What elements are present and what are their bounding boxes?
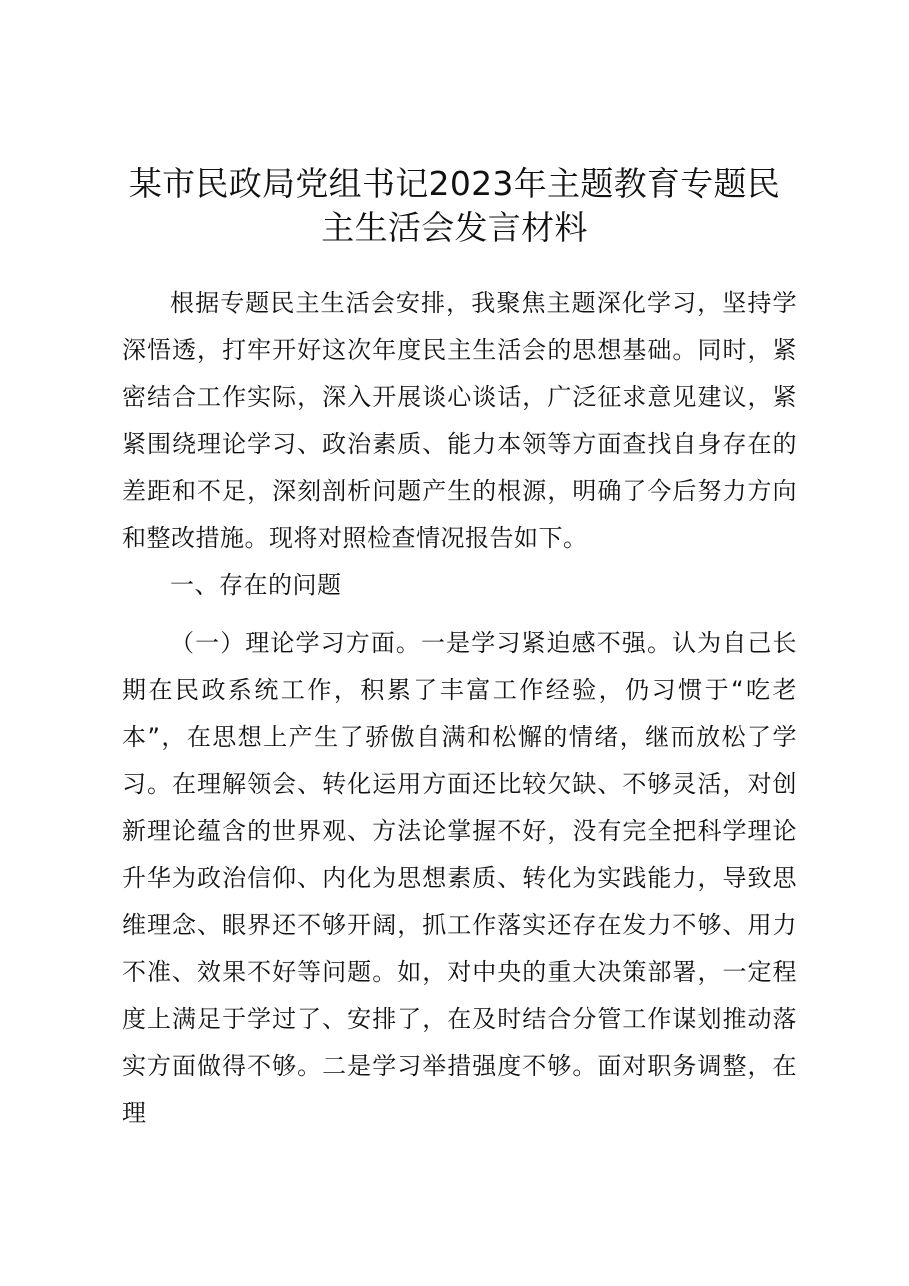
title-line-2: 主生活会发言材料 [321,208,588,247]
theory-study-paragraph: （一）理论学习方面。一是学习紧迫感不强。认为自己长期在民政系统工作，积累了丰富工作经验，仍习惯于“吃老本”，在思想上产生了骄傲自满和松懈的情绪，继而放松了学习。在理解领会、转化运用方面还比较欠缺、不够灵活，对创新理论蕴含的世界观、方法论掌握不好，没有完全把科学理论升华为政治信仰、内化为思想素质、转化为实践能力，导致思维理念、眼界还不够开阔，抓工作落实还存在发力不够、用力不准、效果不好等问题。如，对中央的重大决策部署，一定程度上满足于学过了、安排了，在及时结合分管工作谋划推动落实方面做得不够。二是学习举措强度不够。面对职务调整，在理 [122,629,797,1127]
title-line-1: 某市民政局党组书记2023年主题教育专题民 [128,164,781,203]
section-heading-problems: 一、存在的问题 [170,571,342,599]
document-title [100,162,809,250]
intro-paragraph: 根据专题民主生活会安排，我聚焦主题深化学习，坚持学深悟透，打牢开好这次年度民主生活会的思想基础。同时，紧密结合工作实际，深入开展谈心谈话，广泛征求意见建议，紧紧围绕理论学习、政治素质、能力本领等方面查找自身存在的差距和不足，深刻剖析问题产生的根源，明确了今后努力方向和整改措施。现将对照检查情况报告如下。 [122,289,797,552]
